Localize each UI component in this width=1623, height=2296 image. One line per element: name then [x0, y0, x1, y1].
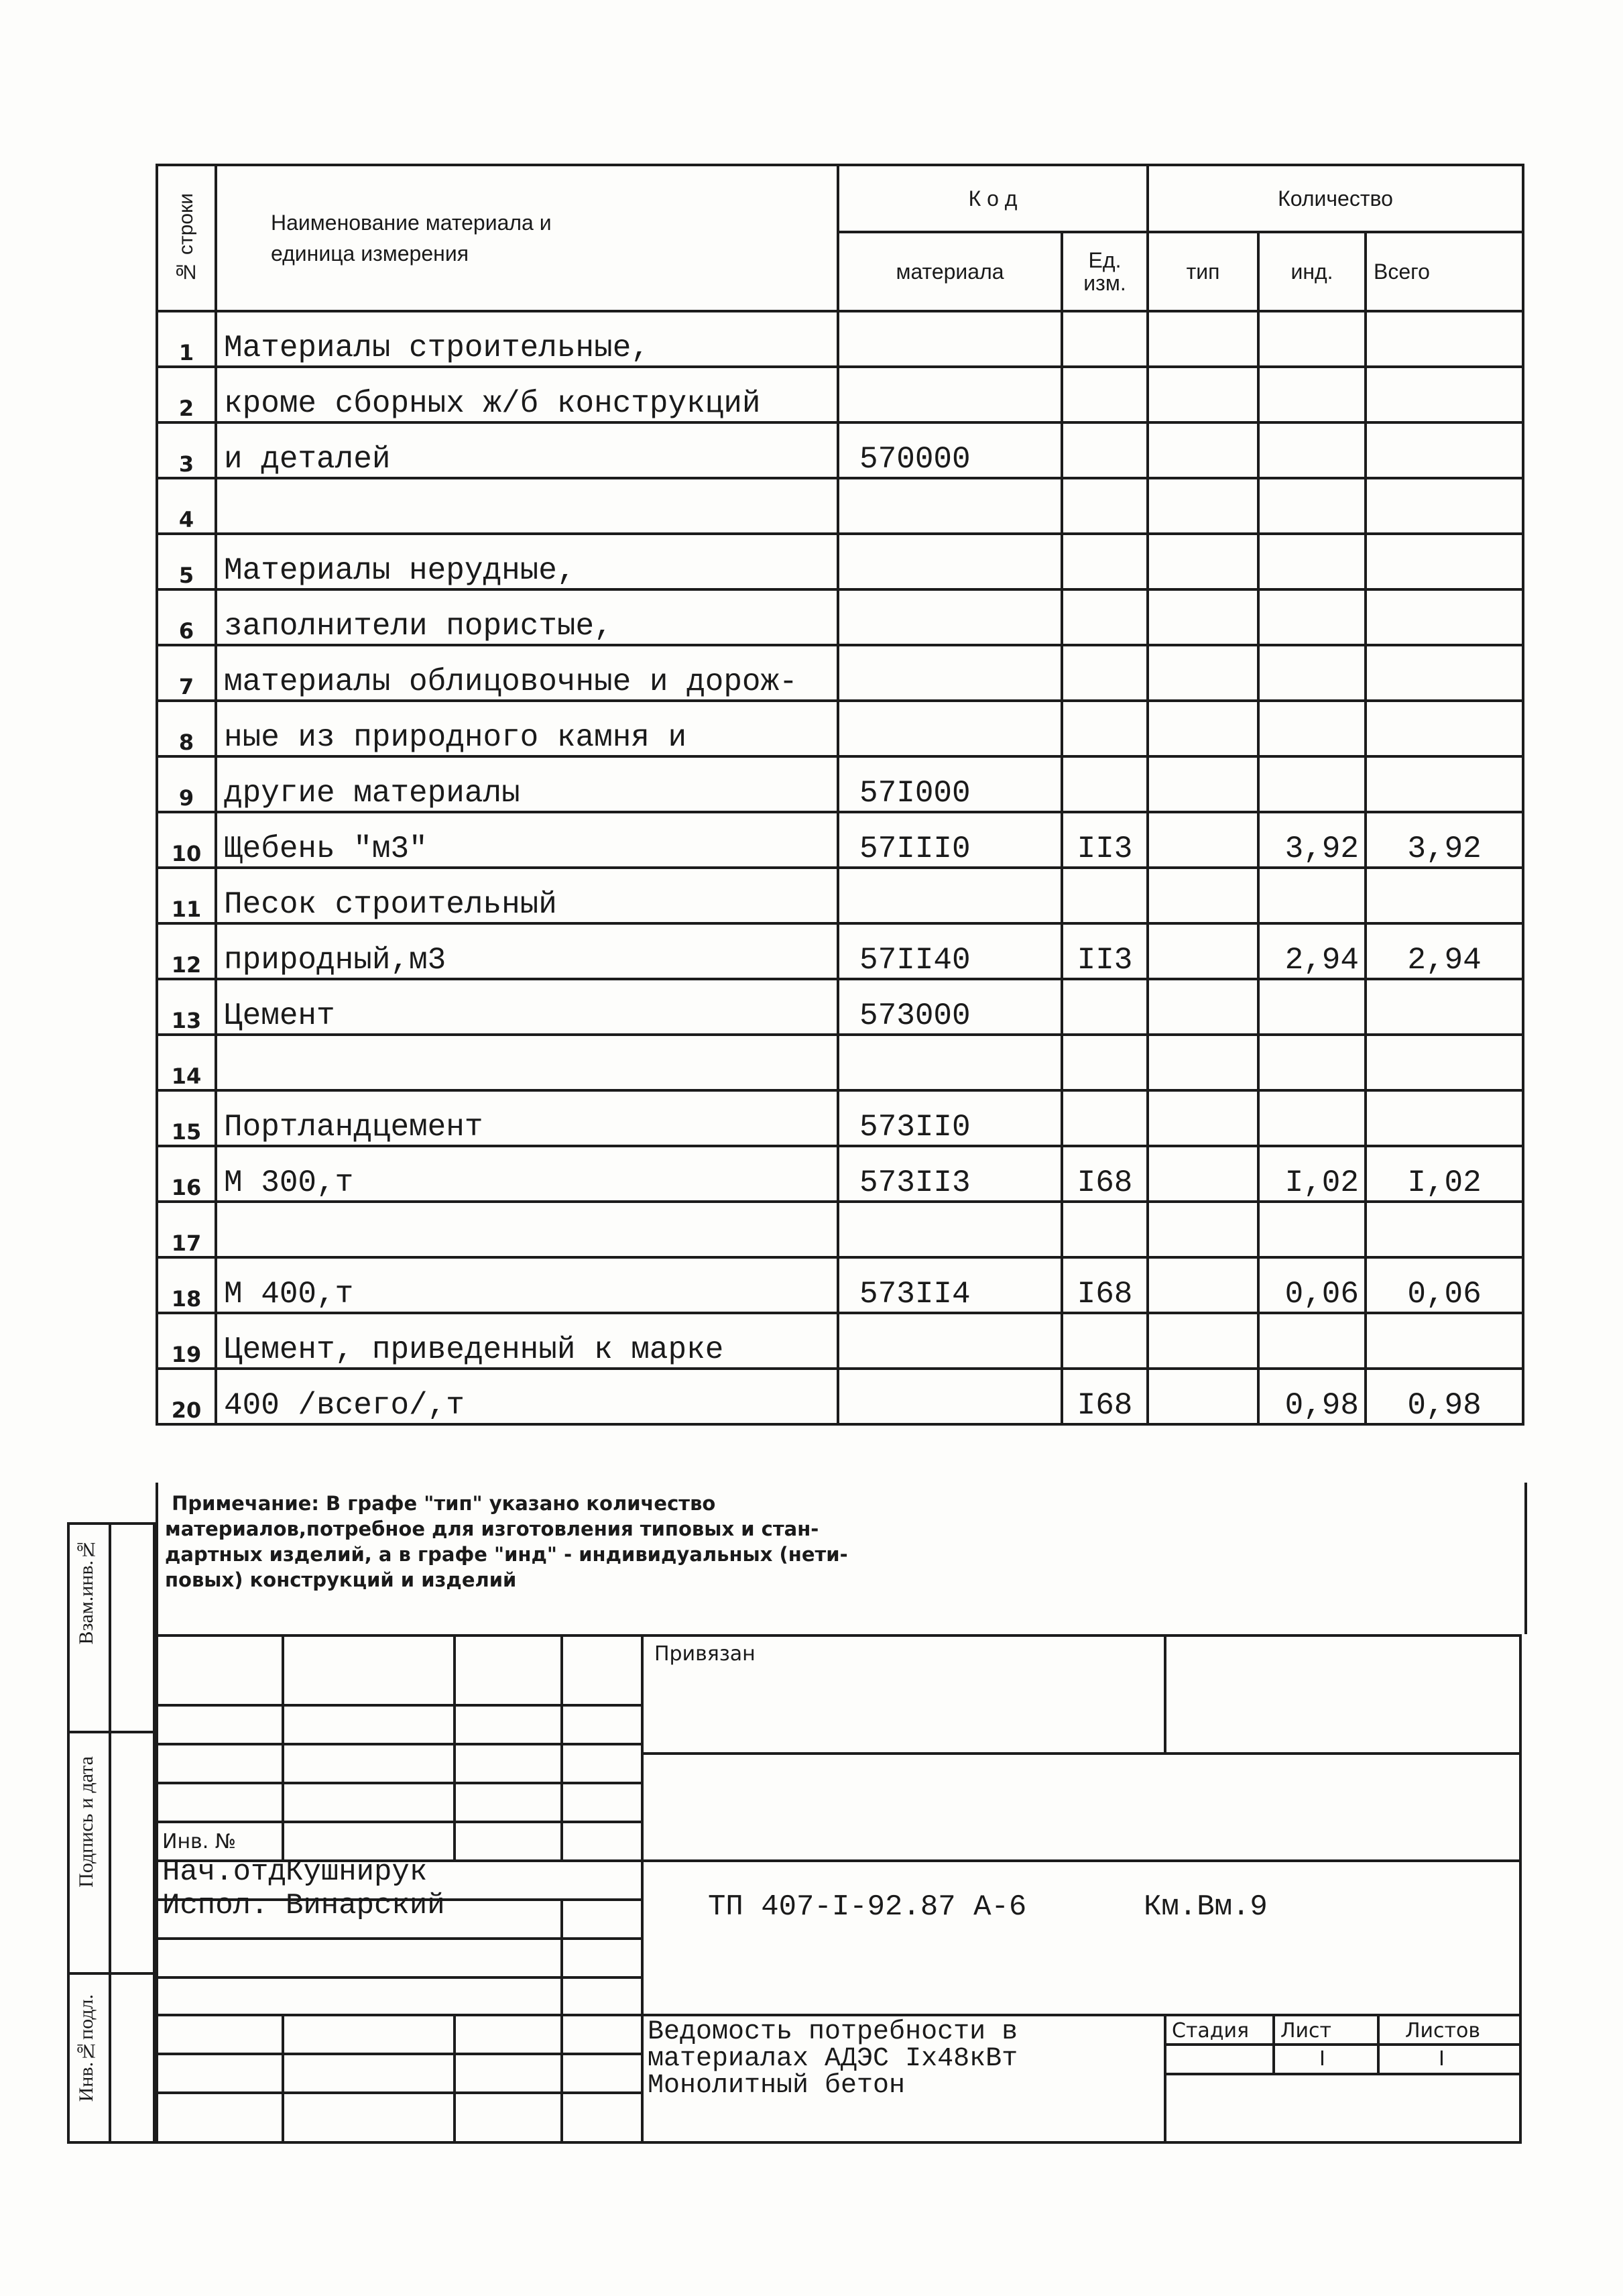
row-qty-type	[1148, 367, 1258, 422]
row-material-name: Материалы строительные,	[216, 311, 838, 367]
row-unit-code	[1062, 534, 1148, 589]
stamp-name2: Винарский	[286, 1889, 445, 1922]
side-label-replacement: Взам.инв.№	[75, 1538, 97, 1645]
table-row	[157, 812, 1523, 868]
row-unit-code	[1062, 645, 1148, 701]
row-qty-type	[1148, 422, 1258, 478]
row-unit-code	[1062, 1035, 1148, 1090]
row-unit-code: I68	[1062, 1369, 1148, 1424]
table-row	[157, 756, 1523, 812]
row-qty-total	[1366, 367, 1523, 422]
row-qty-type	[1148, 1257, 1258, 1313]
row-qty-total	[1366, 868, 1523, 923]
row-qty-total	[1366, 311, 1523, 367]
row-material-code	[838, 868, 1062, 923]
stamp-line	[1164, 2073, 1519, 2075]
row-qty-type	[1148, 868, 1258, 923]
stamp-line	[560, 1637, 563, 1859]
row-qty-total	[1366, 1202, 1523, 1257]
row-qty-total	[1366, 701, 1523, 756]
row-qty-type	[1148, 1369, 1258, 1424]
row-unit-code	[1062, 868, 1148, 923]
row-material-code	[838, 589, 1062, 645]
row-qty-ind	[1258, 1313, 1366, 1369]
table-row	[157, 534, 1523, 589]
row-number: 10	[157, 812, 216, 868]
row-number: 4	[157, 478, 216, 534]
stamp-name1: Кушнирук	[286, 1855, 428, 1889]
row-material-code	[838, 311, 1062, 367]
row-material-name: материалы облицовочные и дорож-	[216, 645, 838, 701]
stamp-line	[158, 2014, 1519, 2016]
header-code-unit	[1062, 232, 1148, 311]
row-unit-code	[1062, 1202, 1148, 1257]
table-row	[157, 1313, 1523, 1369]
row-unit-code	[1062, 589, 1148, 645]
row-material-code: 57I000	[838, 756, 1062, 812]
row-material-name: заполнители пористые,	[216, 589, 838, 645]
row-qty-ind	[1258, 422, 1366, 478]
row-material-name	[216, 1202, 838, 1257]
header-qty-type: тип	[1148, 232, 1258, 311]
row-material-name: 400 /всего/,т	[216, 1369, 838, 1424]
row-qty-ind: 3,92	[1258, 812, 1366, 868]
row-number: 7	[157, 645, 216, 701]
stamp-line	[1272, 2014, 1275, 2073]
row-number: 12	[157, 923, 216, 979]
row-unit-code	[1062, 1090, 1148, 1146]
stamp-sheets: I	[1439, 2047, 1445, 2071]
row-material-code	[838, 1369, 1062, 1424]
row-unit-code: II3	[1062, 812, 1148, 868]
row-qty-type	[1148, 979, 1258, 1035]
row-number: 14	[157, 1035, 216, 1090]
stamp-line	[1377, 2014, 1380, 2073]
side-label-inventory: Инв.№подл.	[75, 1994, 97, 2102]
row-material-code	[838, 534, 1062, 589]
row-material-name	[216, 1035, 838, 1090]
side-divider	[67, 1731, 156, 1733]
row-unit-code: I68	[1062, 1146, 1148, 1202]
stamp-doc-code: ТП 407-I-92.87 А-6	[708, 1890, 1027, 1924]
row-material-name: Цемент	[216, 979, 838, 1035]
header-rownum-text: № строки	[175, 193, 197, 283]
header-code: К о д	[838, 165, 1148, 232]
stamp-sheet: I	[1319, 2047, 1325, 2071]
row-material-name: Цемент, приведенный к марке	[216, 1313, 838, 1369]
note-block	[156, 1483, 1527, 1634]
row-material-code: 573II4	[838, 1257, 1062, 1313]
row-material-name: Щебень "м3"	[216, 812, 838, 868]
stamp-line	[158, 1782, 641, 1784]
table-row	[157, 1369, 1523, 1424]
row-qty-ind	[1258, 589, 1366, 645]
stamp-stage-label: Стадия	[1172, 2019, 1250, 2043]
row-qty-type	[1148, 1202, 1258, 1257]
side-strip	[67, 1522, 156, 2144]
row-material-name	[216, 478, 838, 534]
row-qty-ind	[1258, 1090, 1366, 1146]
row-qty-total	[1366, 756, 1523, 812]
row-material-name: М 300,т	[216, 1146, 838, 1202]
stamp-line	[560, 1898, 563, 2144]
row-number: 3	[157, 422, 216, 478]
row-unit-code	[1062, 756, 1148, 812]
stamp-line	[158, 1704, 641, 1707]
row-material-code	[838, 701, 1062, 756]
row-qty-total: 2,94	[1366, 923, 1523, 979]
side-divider	[67, 1972, 156, 1975]
row-material-name: кроме сборных ж/б конструкций	[216, 367, 838, 422]
row-material-code	[838, 1202, 1062, 1257]
header-qty: Количество	[1148, 165, 1523, 232]
stamp-line	[641, 1637, 644, 2144]
stamp-sheet-label: Лист	[1280, 2019, 1332, 2043]
row-unit-code	[1062, 478, 1148, 534]
row-qty-type	[1148, 812, 1258, 868]
row-unit-code	[1062, 979, 1148, 1035]
row-qty-total	[1366, 1090, 1523, 1146]
side-divider	[109, 1522, 111, 2144]
stamp-sheets-label: Листов	[1405, 2019, 1481, 2043]
stamp-line	[1164, 2014, 1166, 2144]
table-row	[157, 923, 1523, 979]
row-material-code: 573II3	[838, 1146, 1062, 1202]
row-qty-type	[1148, 756, 1258, 812]
row-number: 19	[157, 1313, 216, 1369]
stamp-line	[641, 1752, 1519, 1755]
row-qty-total: 3,92	[1366, 812, 1523, 868]
table-row	[157, 311, 1523, 367]
stamp-line	[1164, 1637, 1166, 1752]
header-code-material: материала	[838, 232, 1062, 311]
row-qty-type	[1148, 311, 1258, 367]
row-qty-total: 0,06	[1366, 1257, 1523, 1313]
row-number: 5	[157, 534, 216, 589]
row-material-code: 573000	[838, 979, 1062, 1035]
row-material-code	[838, 1313, 1062, 1369]
row-number: 16	[157, 1146, 216, 1202]
row-qty-ind	[1258, 1035, 1366, 1090]
row-material-name: ные из природного камня и	[216, 701, 838, 756]
row-qty-type	[1148, 589, 1258, 645]
row-qty-ind	[1258, 701, 1366, 756]
row-qty-type	[1148, 1035, 1258, 1090]
stamp-line	[453, 2014, 456, 2144]
row-material-code	[838, 1035, 1062, 1090]
row-qty-type	[1148, 1146, 1258, 1202]
row-qty-type	[1148, 1090, 1258, 1146]
header-rownum	[157, 165, 216, 311]
row-number: 1	[157, 311, 216, 367]
stamp-role2: Испол.	[162, 1889, 269, 1922]
row-number: 15	[157, 1090, 216, 1146]
row-material-code	[838, 367, 1062, 422]
table-row	[157, 701, 1523, 756]
table-body	[157, 311, 1523, 1424]
row-qty-ind	[1258, 311, 1366, 367]
header-qty-total: Всего	[1366, 232, 1523, 311]
row-unit-code: II3	[1062, 923, 1148, 979]
stamp-line	[1164, 2043, 1519, 2046]
row-number: 17	[157, 1202, 216, 1257]
table-row	[157, 645, 1523, 701]
table-row	[157, 1090, 1523, 1146]
row-material-code: 573II0	[838, 1090, 1062, 1146]
row-number: 9	[157, 756, 216, 812]
stamp-privyazan: Привязан	[654, 1642, 756, 1666]
stamp-line	[282, 1637, 284, 1859]
header-qty-ind: инд.	[1258, 232, 1366, 311]
row-unit-code	[1062, 422, 1148, 478]
side-label-signature: Подпись и дата	[75, 1756, 97, 1888]
stamp-line	[158, 1821, 641, 1823]
stamp-line	[158, 1937, 641, 1940]
stamp-line	[158, 2053, 641, 2055]
row-qty-type	[1148, 534, 1258, 589]
row-qty-type	[1148, 923, 1258, 979]
row-qty-total: 0,98	[1366, 1369, 1523, 1424]
header-name-text: Наименование материала и единица измерения	[271, 211, 552, 266]
row-qty-type	[1148, 645, 1258, 701]
row-number: 6	[157, 589, 216, 645]
row-qty-ind	[1258, 868, 1366, 923]
table-row	[157, 868, 1523, 923]
materials-table	[156, 164, 1524, 1426]
row-qty-ind	[1258, 756, 1366, 812]
row-qty-total	[1366, 979, 1523, 1035]
stamp-line	[282, 2014, 284, 2144]
row-qty-ind: 0,98	[1258, 1369, 1366, 1424]
row-qty-ind	[1258, 367, 1366, 422]
row-material-name: другие материалы	[216, 756, 838, 812]
row-material-code: 570000	[838, 422, 1062, 478]
row-number: 2	[157, 367, 216, 422]
header-code-unit-text: Ед. изм.	[1083, 248, 1126, 295]
row-qty-total	[1366, 589, 1523, 645]
table-row	[157, 367, 1523, 422]
stamp-inv-no: Инв. №	[162, 1830, 237, 1853]
title-block	[156, 1634, 1522, 2144]
row-qty-ind	[1258, 534, 1366, 589]
stamp-title: Ведомость потребности в материалах АДЭС Iх48кВт Монолитный бетон	[648, 2017, 1018, 2101]
row-qty-ind: 0,06	[1258, 1257, 1366, 1313]
row-qty-ind	[1258, 1202, 1366, 1257]
row-qty-total: I,02	[1366, 1146, 1523, 1202]
row-material-code: 57II40	[838, 923, 1062, 979]
row-unit-code	[1062, 367, 1148, 422]
row-material-name: природный,м3	[216, 923, 838, 979]
row-qty-type	[1148, 1313, 1258, 1369]
row-qty-ind: 2,94	[1258, 923, 1366, 979]
header-name	[216, 165, 838, 311]
table-row	[157, 478, 1523, 534]
row-unit-code	[1062, 1313, 1148, 1369]
row-material-name: Портландцемент	[216, 1090, 838, 1146]
row-material-name: Материалы нерудные,	[216, 534, 838, 589]
row-unit-code: I68	[1062, 1257, 1148, 1313]
row-qty-ind	[1258, 979, 1366, 1035]
row-number: 13	[157, 979, 216, 1035]
table-row	[157, 1035, 1523, 1090]
row-qty-total	[1366, 422, 1523, 478]
table-row	[157, 1202, 1523, 1257]
table-row	[157, 589, 1523, 645]
row-qty-total	[1366, 1313, 1523, 1369]
stamp-line	[158, 1743, 641, 1745]
stamp-line	[158, 1976, 641, 1979]
row-qty-total	[1366, 478, 1523, 534]
row-qty-ind	[1258, 645, 1366, 701]
row-qty-ind	[1258, 478, 1366, 534]
stamp-role1: Нач.отд	[162, 1855, 286, 1889]
row-qty-total	[1366, 645, 1523, 701]
row-number: 8	[157, 701, 216, 756]
row-qty-ind: I,02	[1258, 1146, 1366, 1202]
row-material-name: и деталей	[216, 422, 838, 478]
row-number: 20	[157, 1369, 216, 1424]
table-row	[157, 1257, 1523, 1313]
row-material-code: 57III0	[838, 812, 1062, 868]
stamp-line	[158, 2091, 641, 2094]
row-material-name: Песок строительный	[216, 868, 838, 923]
row-qty-total	[1366, 534, 1523, 589]
row-qty-total	[1366, 1035, 1523, 1090]
row-material-code	[838, 645, 1062, 701]
row-unit-code	[1062, 701, 1148, 756]
table-row	[157, 1146, 1523, 1202]
row-material-name: М 400,т	[216, 1257, 838, 1313]
row-qty-type	[1148, 701, 1258, 756]
stamp-line	[453, 1637, 456, 1859]
table-row	[157, 422, 1523, 478]
note-text: Примечание: В графе "тип" указано количество материалов,потребное для изготовления типовых и стан- дартных изделий, а в графе "инд" - индивидуальных (нети- повых) конструкций и изделий	[165, 1492, 848, 1591]
stamp-doc-code2: Км.Вм.9	[1144, 1890, 1268, 1924]
row-material-code	[838, 478, 1062, 534]
table-row	[157, 979, 1523, 1035]
row-number: 18	[157, 1257, 216, 1313]
row-qty-type	[1148, 478, 1258, 534]
row-unit-code	[1062, 311, 1148, 367]
row-number: 11	[157, 868, 216, 923]
